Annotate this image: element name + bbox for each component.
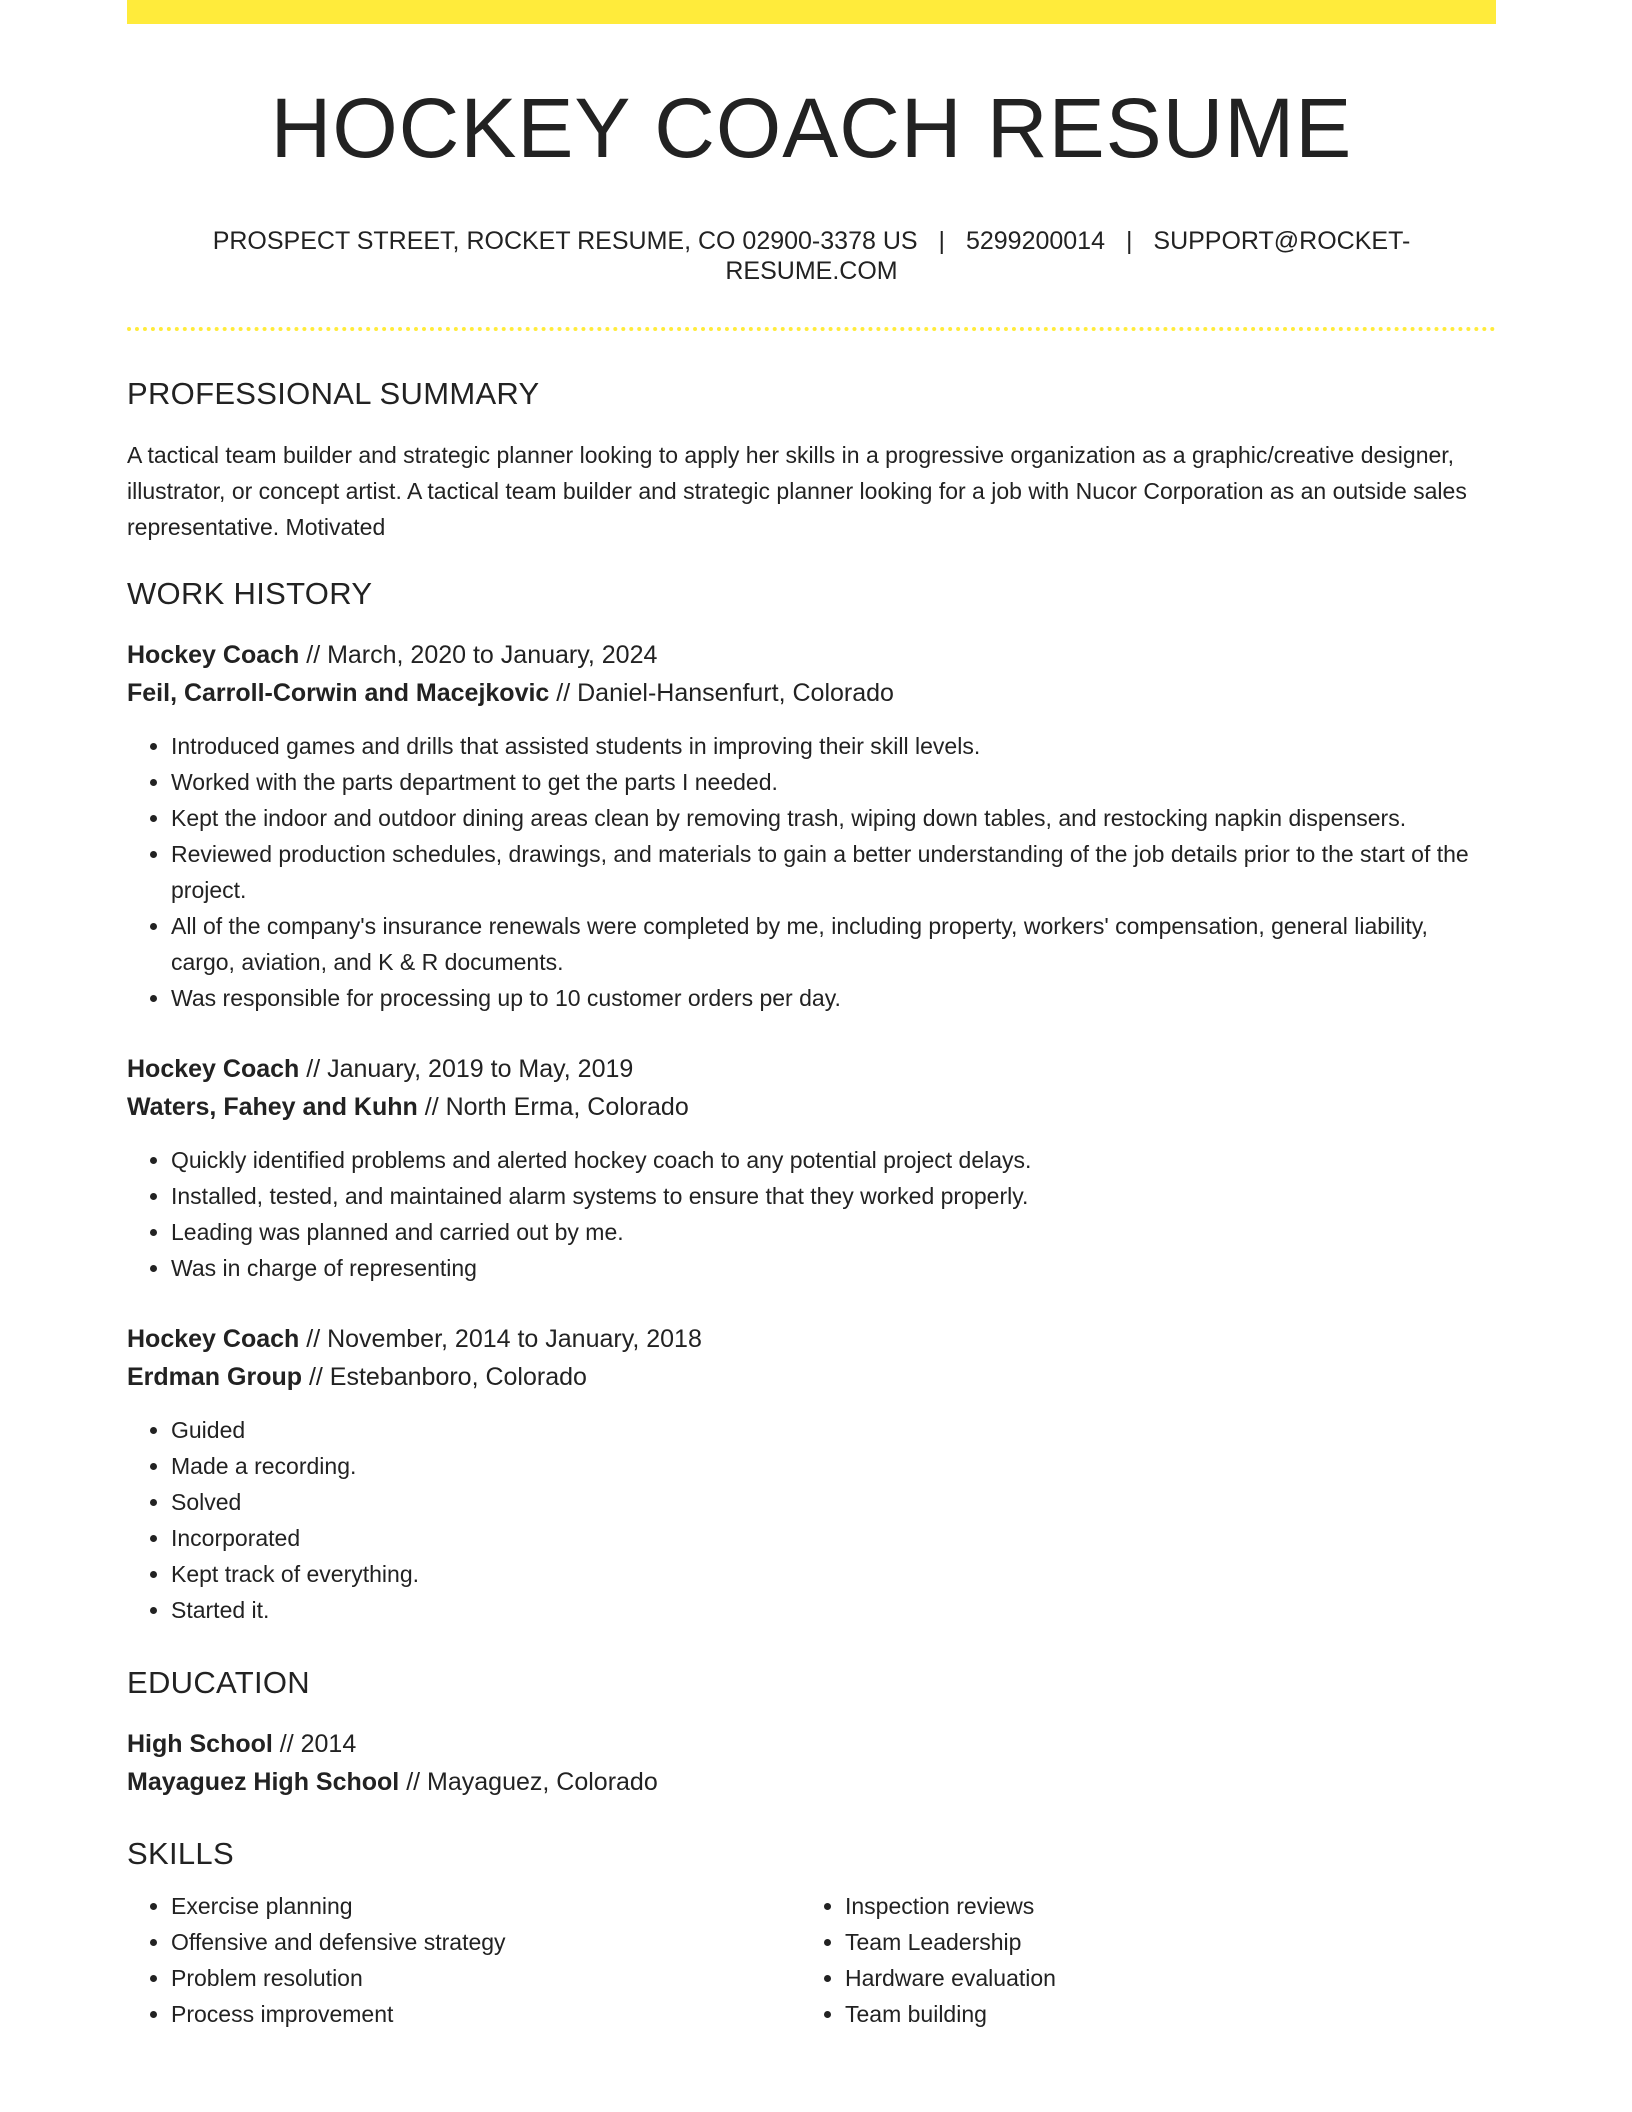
contact-separator: | — [938, 227, 945, 256]
education-entry — [127, 1725, 1496, 1801]
contact-phone: 5299200014 — [965, 227, 1105, 256]
job-dates: // January, 2019 to May, 2019 — [299, 1054, 634, 1083]
skill-item: • Offensive and defensive strategy — [171, 1924, 801, 1960]
job-location: // Daniel-Hansenfurt, Colorado — [549, 678, 894, 707]
job-role: Hockey Coach — [127, 1324, 300, 1353]
job-bullet: • Introduced games and drills that assisted students in improving their skill levels. — [171, 728, 1496, 764]
job-company-line — [127, 1358, 1496, 1396]
job-dates: // November, 2014 to January, 2018 — [299, 1324, 702, 1353]
job-role-line — [127, 1050, 1496, 1088]
skill-item: • Team Leadership — [845, 1924, 1445, 1960]
job-bullet: • Leading was planned and carried out by me. — [171, 1214, 1496, 1250]
job-company-line — [127, 674, 1496, 712]
job-bullets — [127, 1142, 1496, 1286]
job-role: Hockey Coach — [127, 640, 300, 669]
job-company: Erdman Group — [127, 1362, 303, 1391]
education-location: // Mayaguez, Colorado — [399, 1767, 658, 1796]
job-role-line — [127, 1320, 1496, 1358]
education-school-line — [127, 1763, 1496, 1801]
job-location: // North Erma, Colorado — [417, 1092, 689, 1121]
job-bullet: • Started it. — [171, 1592, 1496, 1628]
contact-email: SUPPORT@ROCKET-RESUME.COM — [725, 227, 1411, 286]
contact-separator: | — [1125, 227, 1133, 256]
resume-title: HOCKEY COACH RESUME — [270, 81, 1353, 175]
contact-line — [127, 226, 1496, 286]
job-company-line — [127, 1088, 1496, 1126]
job-role: Hockey Coach — [127, 1054, 300, 1083]
job-dates: // March, 2020 to January, 2024 — [299, 640, 658, 669]
skill-item: • Process improvement — [171, 1996, 801, 2032]
skills-columns — [127, 1888, 1496, 2032]
job-bullet: • Worked with the parts department to get the parts I needed. — [171, 764, 1496, 800]
skill-item: • Exercise planning — [171, 1888, 801, 1924]
job-bullet: • Quickly identified problems and alerted hockey coach to any potential project delays. — [171, 1142, 1496, 1178]
job-bullet: • Reviewed production schedules, drawings, and materials to gain a better understanding of the job details prior to the start of the project. — [171, 836, 1496, 908]
job-bullet: • Incorporated — [171, 1520, 1496, 1556]
skill-item: • Problem resolution — [171, 1960, 801, 1996]
job-bullets — [127, 728, 1496, 1016]
job-company: Waters, Fahey and Kuhn — [127, 1092, 418, 1121]
dotted-divider — [127, 327, 1496, 331]
education-year: // 2014 — [272, 1729, 357, 1758]
job-bullets — [127, 1412, 1496, 1628]
skill-item: • Hardware evaluation — [845, 1960, 1445, 1996]
education-degree: High School — [127, 1729, 273, 1758]
job-bullet: • Guided — [171, 1412, 1496, 1448]
job-bullet: • Made a recording. — [171, 1448, 1496, 1484]
education-degree-line — [127, 1725, 1496, 1763]
skill-item: • Team building — [845, 1996, 1445, 2032]
job-bullet: • Kept track of everything. — [171, 1556, 1496, 1592]
summary-heading: PROFESSIONAL SUMMARY — [127, 376, 540, 412]
skill-item: • Inspection reviews — [845, 1888, 1445, 1924]
job-entry — [127, 1050, 1496, 1286]
education-school: Mayaguez High School — [127, 1767, 400, 1796]
resume-page — [127, 0, 1496, 2032]
job-bullet: • Installed, tested, and maintained alarm systems to ensure that they worked properly. — [171, 1178, 1496, 1214]
job-entry — [127, 636, 1496, 1016]
job-bullet: • Was responsible for processing up to 10 customer orders per day. — [171, 980, 1496, 1016]
skills-left-list — [127, 1888, 801, 2032]
job-bullet: • Solved — [171, 1484, 1496, 1520]
education-heading: EDUCATION — [127, 1664, 310, 1700]
job-role-line — [127, 636, 1496, 674]
accent-top-bar — [127, 0, 1496, 24]
job-bullet: • All of the company's insurance renewals were completed by me, including property, workers' compensation, general liability, cargo, aviation, and K & R documents. — [171, 908, 1496, 980]
contact-address: PROSPECT STREET, ROCKET RESUME, CO 02900-3378 US — [212, 227, 918, 256]
job-entry — [127, 1320, 1496, 1628]
job-company: Feil, Carroll-Corwin and Macejkovic — [127, 678, 550, 707]
skills-heading: SKILLS — [127, 1835, 234, 1871]
skills-right-list — [801, 1888, 1445, 2032]
job-location: // Estebanboro, Colorado — [302, 1362, 587, 1391]
job-bullet: • Was in charge of representing — [171, 1250, 1496, 1286]
job-bullet: • Kept the indoor and outdoor dining areas clean by removing trash, wiping down tables, and restocking napkin dispensers. — [171, 800, 1496, 836]
summary-text: A tactical team builder and strategic planner looking to apply her skills in a progressive organization as a graphic/creative designer, illustrator, or concept artist. A tactical team builder and strategic planner looking for a job with Nucor Corporation as an outside sales representative. Motivated — [127, 441, 1467, 540]
work-history-heading: WORK HISTORY — [127, 575, 373, 611]
